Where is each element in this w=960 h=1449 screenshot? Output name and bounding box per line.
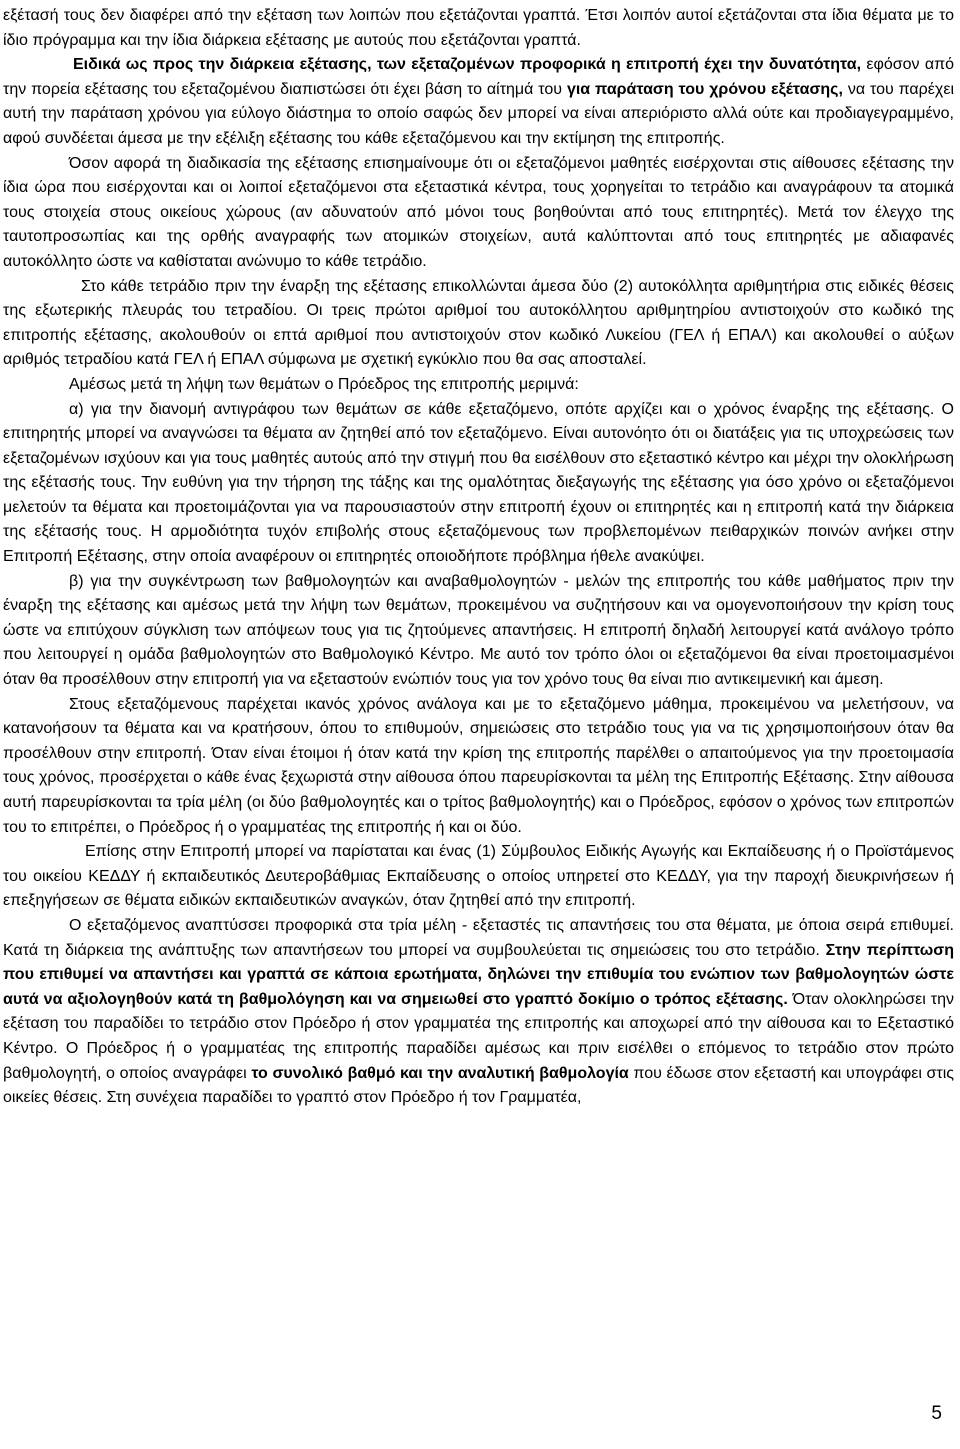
text-run: Στο κάθε τετράδιο πριν την έναρξη της εξέτασης επικολλώνται άμεσα δύο (2) αυτοκόλλητα αριθμητήρια στις ειδικές θέσεις της εξωτερικής πλευράς του τετραδίου. Οι τρεις πρώτοι αριθμοί του αυτοκόλλητου αριθμητηρίου αντιστοιχούν στο κωδικό της επιτροπής εξέτασης, ακολουθούν οι επτά αριθμοί που αντιστοιχούν στον κωδικό Λυκείου (ΓΕΛ ή ΕΠΑΛ) και ακολουθεί ο αύξων αριθμός τετραδίου κατά ΓΕΛ ή ΕΠΑΛ σύμφωνα με σχετική εγκύκλιο που θα σας αποσταλεί. bbox=[3, 277, 954, 369]
text-run: εφόσον από την πορεία εξέτασης του εξεταζομένου διαπιστώσει ότι έχει βάση το αίτημά του bbox=[3, 56, 955, 98]
text-run: να του παρέχει αυτή την παράταση χρόνου για εύλογο διάστημα το οποίο σαφώς δεν μπορεί να είναι απεριόριστο αλλά ούτε και προδιαγεγραμμένο, αφού συνδέεται άμεσα με την εξέλιξη εξέτασης του κάθε εξεταζόμενου και την εκτίμηση της επιτροπής. bbox=[3, 80, 955, 147]
paragraph bbox=[3, 840, 954, 914]
paragraph bbox=[3, 398, 954, 570]
text-run: Στους εξεταζόμενους παρέχεται ικανός χρόνος ανάλογα και με το εξεταζόμενο μάθημα, προκειμένου να μελετήσουν, να κατανοήσουν τα θέματα και να κρατήσουν, όπου το επιθυμούν, σημειώσεις στο τετράδιο τους για να τις χρησιμοποιήσουν όταν θα προσέλθουν στην επιτροπή. Όταν είναι έτοιμοι ή όταν κατά την κρίση της επιτροπής παρέλθει ο απαιτούμενος για την προετοιμασία τους χρόνος, προσέρχεται ο κάθε ένας ξεχωριστά στην αίθουσα όπου παρευρίσκονται τα μέλη της Επιτροπής Εξέτασης. Στην αίθουσα αυτή παρευρίσκονται τα τρία μέλη (οι δύο βαθμολογητές και ο τρίτος βαθμολογητής) και ο Πρόεδρος, εφόσον ο χρόνος των επιτροπών του το επιτρέπει, ο Πρόεδρος ή ο γραμματέας της επιτροπής ή και οι δύο. bbox=[3, 695, 954, 836]
text-run: Αμέσως μετά τη λήψη των θεμάτων ο Πρόεδρος της επιτροπής μεριμνά: bbox=[69, 375, 579, 393]
text-run: Επίσης στην Επιτροπή μπορεί να παρίσταται και ένας (1) Σύμβουλος Ειδικής Αγωγής και Εκπαίδευσης ή ο Προϊστάμενος του οικείου ΚΕΔΔΥ ή εκπαιδευτικός Δευτεροβάθμιας Εκπαίδευσης ο οποίος υπηρετεί στο ΚΕΔΔΥ, για την παροχή διευκρινήσεων ή επεξηγήσεων σε θέματα ειδικών εκπαιδευτικών αναγκών, όταν ζητηθεί από την επιτροπή. bbox=[3, 843, 954, 910]
paragraph bbox=[3, 570, 954, 693]
text-run: Όταν ολοκληρώσει την εξέταση του παραδίδει το τετράδιο στον Πρόεδρο ή στον γραμματέα της επιτροπής και αποχωρεί από την αίθουσα και το Εξεταστικό Κέντρο. Ο Πρόεδρος ή ο γραμματέας της επιτροπής παραδίδει αμέσως και πριν εισέλθει ο επόμενος το τετράδιο στον πρώτο βαθμολογητή, ο οποίος αναγράφει bbox=[3, 990, 955, 1082]
bold-text-run: Ειδικά ως προς την διάρκεια εξέτασης, των εξεταζομένων προφορικά η επιτροπή έχει την δυνατότητα, bbox=[73, 56, 862, 74]
bold-text-run: Στην περίπτωση που επιθυμεί να απαντήσει και γραπτά σε κάποια ερωτήματα, δηλώνει την επιθυμία του ενώπιον των βαθμολογητών ώστε αυτά να αξιολογηθούν κατά τη βαθμολόγηση και να σημειωθεί στο γραπτό δοκίμιο ο τρόπος εξέτασης. bbox=[3, 941, 955, 1008]
bold-text-run: για παράταση του χρόνου εξέτασης, bbox=[566, 80, 843, 98]
text-run: β) για την συγκέντρωση των βαθμολογητών και αναβαθμολογητών - μελών της επιτροπής του κάθε μαθήματος πριν την έναρξη της εξέτασης και αμέσως μετά την λήψη των θεμάτων, προκειμένου να συζητήσουν και να ομογενοποιήσουν την κρίση τους ώστε να επιτύχουν σύγκλιση των απόψεων τους για τις ζητούμενες απαντήσεις. Η επιτροπή δηλαδή λειτουργεί κατά ανάλογο τρόπο που λειτουργεί η ομάδα βαθμολογητών στο Βαθμολογικό Κέντρο. Με αυτό τον τρόπο όλοι οι εξεταζόμενοι θα είναι προετοιμασμένοι όταν θα προσέλθουν στην επιτροπή για να εξεταστούν ενώπιόν τους για τον χρόνο τους θα είναι πιο αντικειμενική και άμεση. bbox=[3, 572, 954, 689]
text-run: Ο εξεταζόμενος αναπτύσσει προφορικά στα τρία μέλη - εξεταστές τις απαντήσεις του στα θέματα, με όποια σειρά επιθυμεί. Κατά τη διάρκεια της ανάπτυξης των απαντήσεων του μπορεί να συμβουλεύεται τις σημειώσεις του στο τετράδιο. bbox=[3, 916, 954, 959]
paragraph bbox=[3, 4, 954, 53]
paragraph bbox=[3, 693, 954, 841]
document-body bbox=[3, 4, 954, 1111]
page-number: 5 bbox=[931, 1403, 942, 1424]
text-run: που έδωσε στον εξεταστή και υπογράφει στις οικείες θέσεις. Στη συνέχεια παραδίδει το γραπτό στον Πρόεδρο ή τον Γραμματέα, bbox=[3, 1064, 955, 1107]
text-run: Όσον αφορά τη διαδικασία της εξέτασης επισημαίνουμε ότι οι εξεταζόμενοι μαθητές εισέρχονται στις αίθουσες εξέτασης την ίδια ώρα που εισέρχονται και οι λοιποί εξεταζόμενοι στα εξεταστικά κέντρα, τους χορηγείται το τετράδιο και αναγράφουν τα ατομικά τους στοιχεία στους οικείους χώρους (αν αδυνατούν από μόνοι τους βοηθούνται από τους επιτηρητές). Μετά τον έλεγχο της ταυτοπροσωπίας και της ορθής αναγραφής των ατομικών στοιχείων, αυτά καλύπτονται από τους επιτηρητές με αδιαφανές αυτοκόλλητο ώστε να καθίσταται ανώνυμο το κάθε τετράδιο. bbox=[3, 154, 954, 270]
paragraph bbox=[3, 373, 954, 398]
text-run: εξέτασή τους δεν διαφέρει από την εξέταση των λοιπών που εξετάζονται γραπτά. Έτσι λοιπόν αυτοί εξετάζονται στα ίδια θέματα με το ίδιο πρόγραμμα και την ίδια διάρκεια εξέτασης με αυτούς που εξετάζονται γραπτά. bbox=[3, 7, 954, 49]
bold-text-run: το συνολικό βαθμό και την αναλυτική βαθμολογία bbox=[251, 1064, 629, 1082]
paragraph bbox=[3, 152, 954, 275]
paragraph bbox=[3, 53, 954, 151]
paragraph bbox=[3, 275, 954, 373]
paragraph bbox=[3, 914, 954, 1111]
text-run: α) για την διανομή αντιγράφου των θεμάτων σε κάθε εξεταζόμενο, οπότε αρχίζει και ο χρόνος έναρξης της εξέτασης. Ο επιτηρητής μπορεί να αναγνώσει τα θέματα αν ζητηθεί από τον εξεταζόμενο. Είναι αυτονόητο ότι οι διατάξεις για τις υποχρεώσεις των εξεταζομένων ισχύουν και για τους μαθητές αυτούς από την στιγμή που θα εισέλθουν στο εξεταστικό κέντρο και μέχρι την ολοκλήρωση της εξέτασής τους. Την ευθύνη για την τήρηση της τάξης και της ομαλότητας διεξαγωγής της εξέτασης για όσο χρόνο οι εξεταζόμενοι μελετούν τα θέματα και προετοιμάζονται για να παρουσιαστούν στην επιτροπή έχουν οι επιτηρητές και η επιτροπή κατά την διάρκεια της εξέτασής τους. Η αρμοδιότητα τυχόν επιβολής στους εξεταζόμενους των προβλεπομένων πειθαρχικών ποινών ανήκει στην Επιτροπή Εξέτασης, στην οποία αναφέρουν οι επιτηρητές οποιοδήποτε πρόβλημα ήθελε ανακύψει. bbox=[3, 400, 954, 566]
